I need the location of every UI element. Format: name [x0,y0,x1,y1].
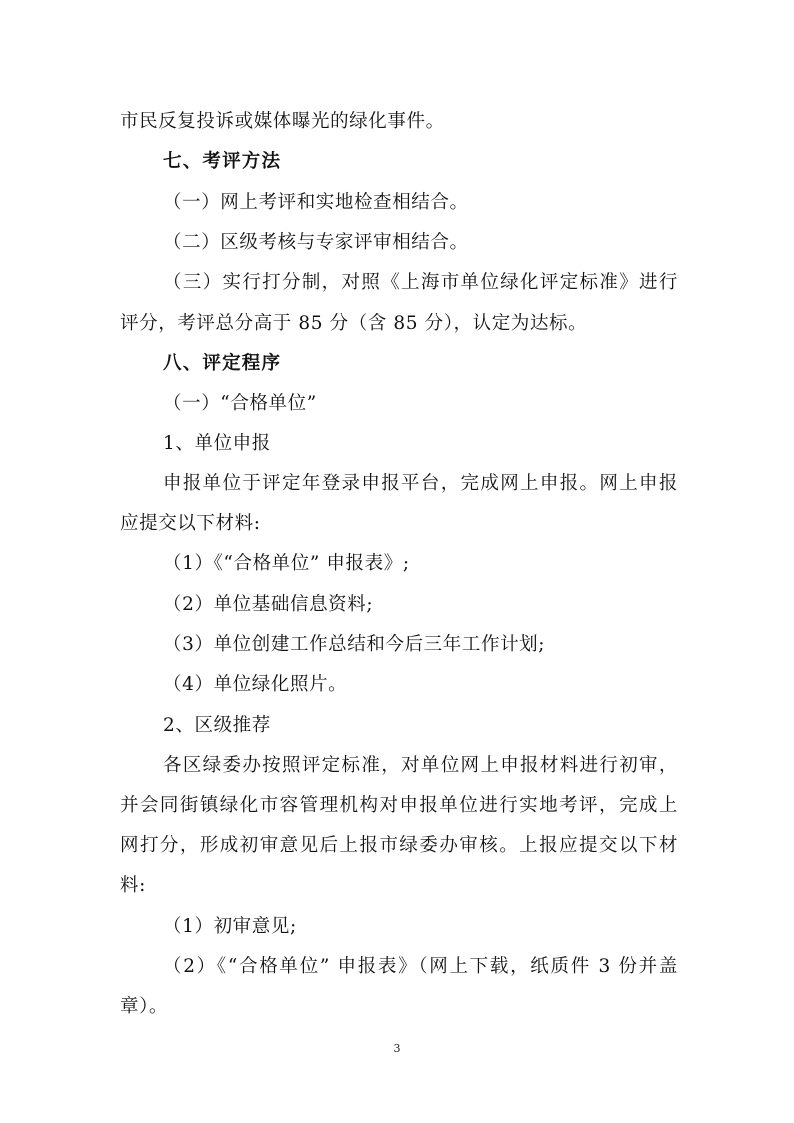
district-material-2: （2）《“合格单位” 申报表》（网上下载，纸质件 3 份并盖 [163,956,678,977]
page-number: 3 [393,1042,401,1055]
application-material-3: （3）单位创建工作总结和今后三年工作计划; [163,634,546,655]
method-item-2: （二）区级考核与专家评审相结合。 [163,232,469,253]
body-text-district-review-line-4: 料: [120,875,146,896]
section-heading-evaluation-method: 七、考评方法 [163,151,282,172]
step-heading-district-recommendation: 2、区级推荐 [163,715,271,736]
body-text-district-review-line-2: 并会同街镇绿化市容管理机构对申报单位进行实地考评，完成上 [120,795,678,816]
application-material-4: （4）单位绿化照片。 [163,674,348,695]
section-heading-evaluation-procedure: 八、评定程序 [163,353,282,374]
method-item-3-continuation: 评分，考评总分高于 85 分（含 85 分），认定为达标。 [120,313,588,334]
district-material-1: （1）初审意见; [163,916,297,937]
body-text-application-continuation: 应提交以下材料: [120,513,261,534]
body-text-district-review-line-3: 网打分，形成初审意见后上报市绿委办审核。上报应提交以下材 [120,835,678,856]
body-text-continuation: 市民反复投诉或媒体曝光的绿化事件。 [120,111,445,132]
method-item-1: （一）网上考评和实地检查相结合。 [163,192,469,213]
body-text-district-review: 各区绿委办按照评定标准，对单位网上申报材料进行初审， [163,755,678,776]
application-material-2: （2）单位基础信息资料; [163,594,374,615]
application-material-1: （1）《“合格单位” 申报表》; [163,553,410,574]
district-material-2-continuation: 章）。 [120,996,169,1017]
body-text-application: 申报单位于评定年登录申报平台，完成网上申报。网上申报 [163,473,678,494]
method-item-3: （三）实行打分制，对照《上海市单位绿化评定标准》进行 [163,272,678,293]
subsection-heading-qualified-unit: （一）“合格单位” [163,393,317,414]
step-heading-unit-application: 1、单位申报 [163,433,271,454]
